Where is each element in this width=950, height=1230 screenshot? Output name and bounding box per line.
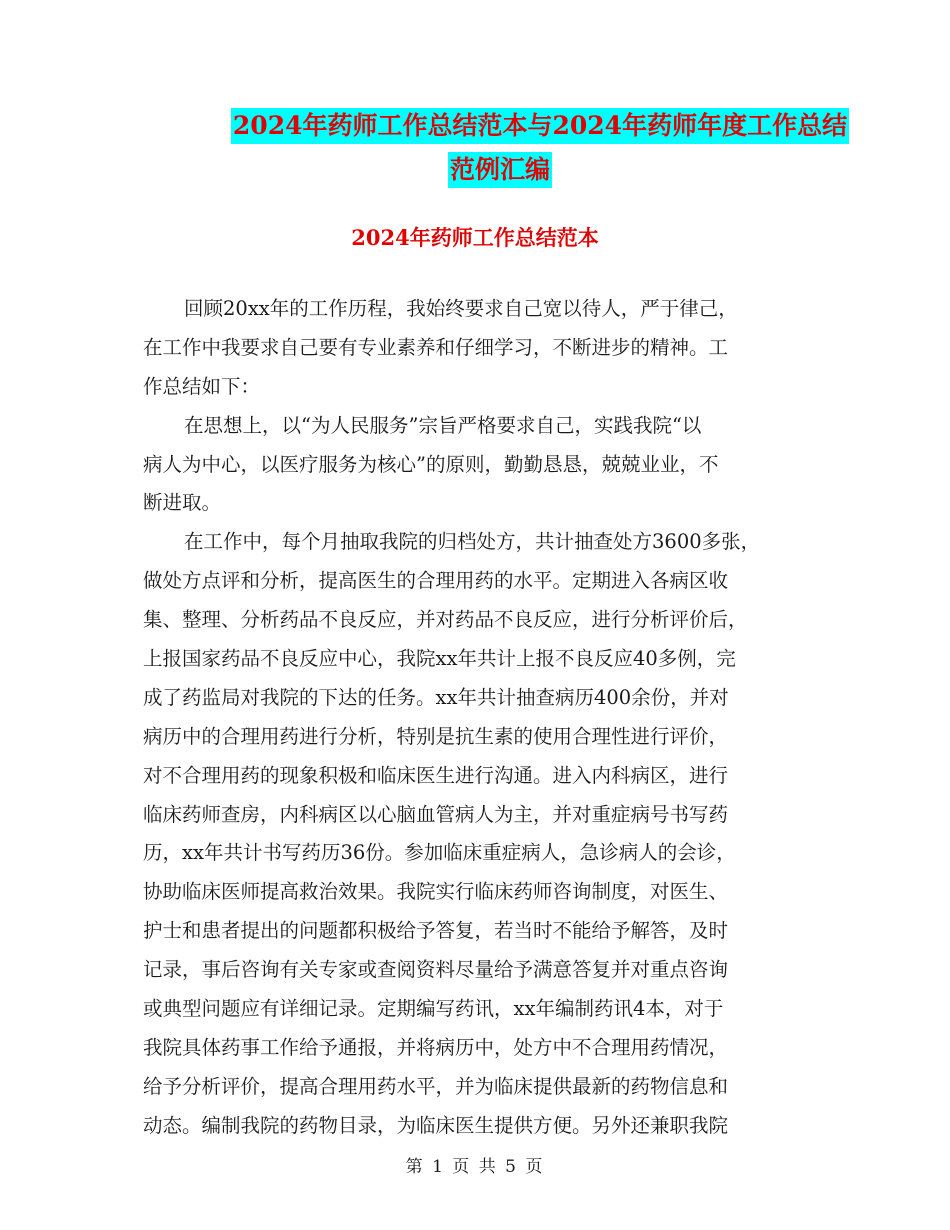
paragraph-line: 动态。编制我院的药物目录，为临床医生提供方便。另外还兼职我院: [143, 1113, 729, 1137]
paragraph-line: 对不合理用药的现象积极和临床医生进行沟通。进入内科病区，进行: [143, 763, 729, 787]
paragraph-line: 临床药师查房，内科病区以心脑血管病人为主，并对重症病号书写药: [143, 802, 729, 826]
paragraph-line: 我院具体药事工作给予通报，并将病历中，处方中不合理用药情况，: [143, 1035, 729, 1059]
paragraph-line: 历，xx年共计书写药历36份。参加临床重症病人，急诊病人的会诊，: [143, 841, 736, 865]
paragraph-line: 护士和患者提出的问题都积极给予答复，若当时不能给予解答，及时: [143, 919, 729, 943]
paragraph-line: 在工作中我要求自己要有专业素养和仔细学习，不断进步的精神。工: [143, 335, 729, 359]
paragraph-line: 或典型问题应有详细记录。定期编写药讯，xx年编制药讯4本，对于: [143, 997, 724, 1021]
page-footer: 第 1 页 共 5 页: [405, 1157, 545, 1177]
body-text: [143, 294, 823, 1150]
paragraph-line: 断进取。: [143, 491, 222, 515]
paragraph-line: 给予分析评价，提高合理用药水平，并为临床提供最新的药物信息和: [143, 1074, 729, 1098]
document-title: [120, 108, 880, 188]
paragraph-line: 记录，事后咨询有关专家或查阅资料尽量给予满意答复并对重点咨询: [143, 958, 729, 982]
paragraph-line: 集、整理、分析药品不良反应，并对药品不良反应，进行分析评价后，: [143, 608, 748, 632]
paragraph-line: 协助临床医师提高救治效果。我院实行临床药师咨询制度，对医生、: [143, 880, 729, 904]
paragraph-line: 在思想上，以“为人民服务”宗旨严格要求自己，实践我院“以: [184, 413, 702, 437]
paragraph-line: 作总结如下：: [143, 374, 261, 398]
paragraph-line: 在工作中，每个月抽取我院的归档处方，共计抽查处方3600多张，: [184, 530, 761, 554]
title-line-1: 2024年药师工作总结范本与2024年药师年度工作总结: [231, 108, 849, 144]
paragraph-line: 成了药监局对我院的下达的任务。xx年共计抽查病历400余份，并对: [143, 685, 729, 709]
paragraph-line: 上报国家药品不良反应中心，我院xx年共计上报不良反应40多例，完: [143, 647, 736, 671]
section-title: 2024年药师工作总结范本: [351, 225, 599, 250]
paragraph-line: 回顾20xx年的工作历程，我始终要求自己宽以待人，严于律己，: [184, 297, 738, 320]
title-line-2: 范例汇编: [448, 152, 552, 188]
paragraph-line: 做处方点评和分析，提高医生的合理用药的水平。定期进入各病区收: [143, 569, 729, 593]
paragraph-line: 病人为中心，以医疗服务为核心”的原则，勤勤恳恳，兢兢业业，不: [143, 452, 719, 476]
paragraph-line: 病历中的合理用药进行分析，特别是抗生素的使用合理性进行评价，: [143, 724, 729, 748]
